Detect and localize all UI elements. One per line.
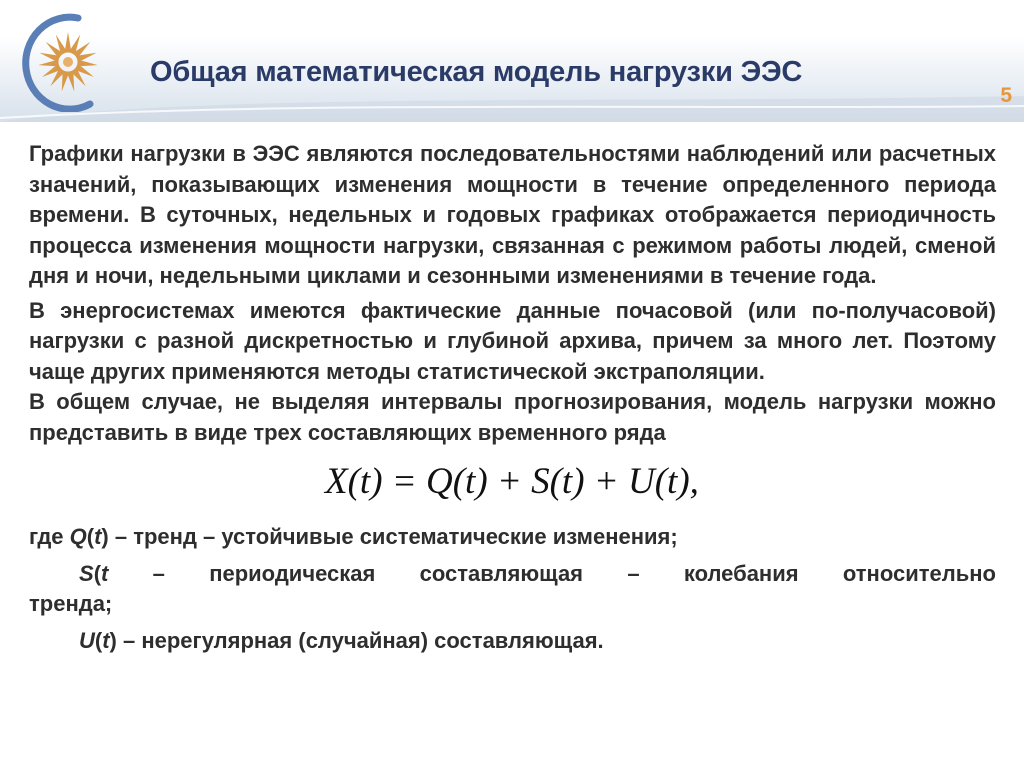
symbol-open-paren: (: [93, 560, 102, 586]
paragraph-general-model: В общем случае, не выделяя интервалы прогнозирования, модель нагрузки можно представить в виде трех составляющих временного ряда: [29, 389, 996, 445]
definition-text: – тренд – устойчивые систематические изменения;: [108, 524, 678, 549]
page-number: 5: [1000, 84, 1012, 107]
sun-logo-icon: [20, 12, 108, 112]
header-band: [0, 0, 1024, 122]
paragraph-load-graphs: Графики нагрузки в ЭЭС являются последовательностями наблюдений или расчетных значений, показывающих изменения мощности в течение определенного периода времени. В суточных, недельных и годовых графиках отображается периодичность процесса изменения мощности нагрузки, связанная с режимом работы людей, сменой дня и ночи, недельными циклами и сезонными изменениями в течение года.: [29, 141, 996, 288]
symbol-arg: t: [101, 560, 109, 586]
symbol-u: U: [79, 627, 95, 653]
definition-irregular: [29, 626, 996, 657]
symbol-open-paren: (: [86, 524, 95, 549]
symbol-close-paren: ): [109, 627, 117, 653]
paragraph-energy-systems-data: В энергосистемах имеются фактические данные почасовой (или по-получасовой) нагрузки с разной дискретностью и глубиной архива, причем за много лет. Поэтому чаще других применяются методы статистической экстраполяции.: [29, 297, 996, 384]
definition-text: – периодическая составляющая – колебания относительно: [108, 560, 996, 586]
symbol-arg: t: [94, 524, 102, 549]
slide-body: [29, 139, 996, 656]
symbol-open-paren: (: [94, 627, 103, 653]
definition-periodic: [29, 559, 996, 590]
load-model-formula: X(t) = Q(t) + S(t) + U(t),: [325, 461, 699, 502]
definition-prefix: где: [29, 524, 70, 549]
definition-trend: [29, 522, 996, 553]
definition-text: – нерегулярная (случайная) составляющая.: [116, 627, 604, 653]
symbol-close-paren: ): [101, 524, 109, 549]
symbol-s: S: [79, 560, 94, 586]
symbol-q: Q: [69, 524, 87, 549]
slide-title: Общая математическая модель нагрузки ЭЭС: [150, 56, 803, 88]
definition-periodic-continuation: тренда;: [29, 591, 113, 616]
symbol-arg: t: [102, 627, 110, 653]
